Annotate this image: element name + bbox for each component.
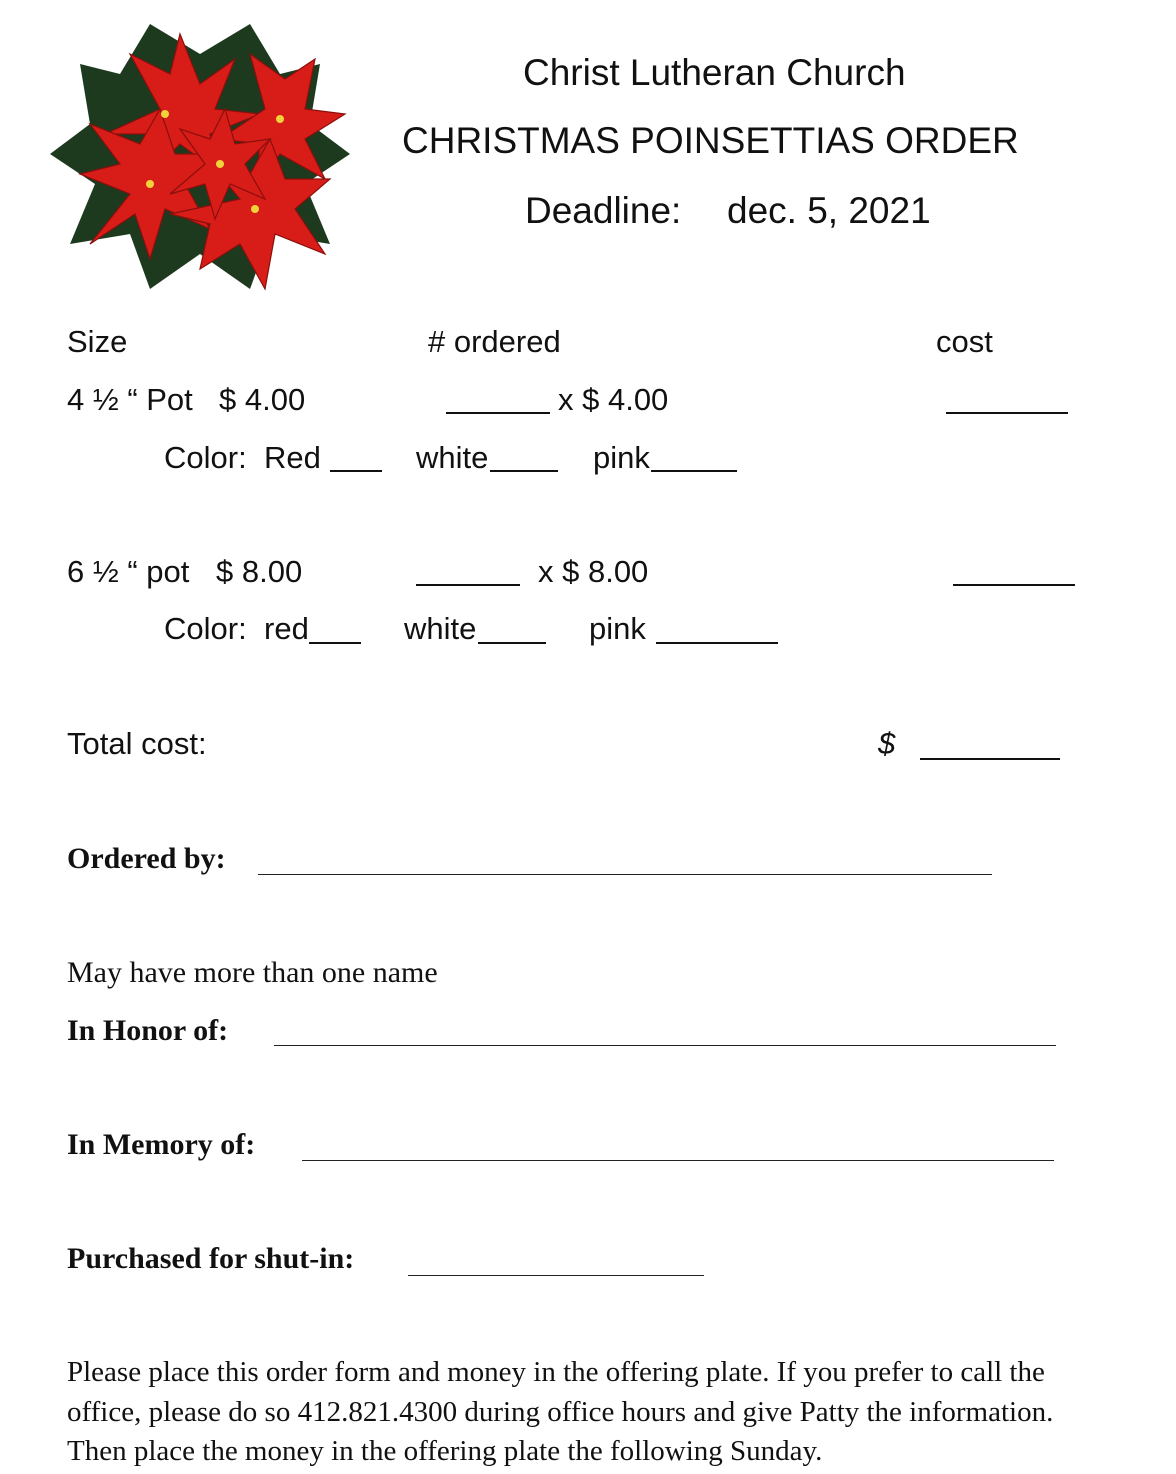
total-currency: $ <box>878 726 896 761</box>
item-size: 4 ½ “ Pot <box>67 382 193 417</box>
ordered-by-field[interactable] <box>258 874 992 875</box>
color-red-field[interactable] <box>330 470 382 472</box>
item-multiplier: x $ 8.00 <box>538 554 649 589</box>
instructions-line-3: Then place the money in the offering plate the following Sunday. <box>67 1435 823 1467</box>
color-option-pink: pink <box>593 440 650 475</box>
in-memory-field[interactable] <box>302 1160 1054 1161</box>
cost-field[interactable] <box>946 412 1068 414</box>
color-option-white: white <box>416 440 489 475</box>
color-white-field[interactable] <box>478 642 546 644</box>
deadline-label: Deadline: <box>525 190 682 231</box>
item-multiplier: x $ 4.00 <box>558 382 669 417</box>
color-option-pink: pink <box>589 611 646 646</box>
color-option-red: red <box>264 611 309 646</box>
poinsettia-image <box>50 14 350 299</box>
item-price: $ 4.00 <box>219 382 306 417</box>
item-size: 6 ½ “ pot <box>67 554 190 589</box>
column-ordered: # ordered <box>428 324 561 359</box>
cost-field[interactable] <box>953 584 1075 586</box>
color-label: Color: <box>164 440 247 475</box>
quantity-field[interactable] <box>416 584 520 586</box>
shut-in-label: Purchased for shut-in: <box>67 1242 355 1275</box>
multiple-names-note: May have more than one name <box>67 956 438 989</box>
color-option-white: white <box>404 611 477 646</box>
color-option-red: Red <box>264 440 321 475</box>
deadline-date: dec. 5, 2021 <box>727 190 931 231</box>
color-red-field[interactable] <box>309 642 361 644</box>
color-pink-field[interactable] <box>651 470 737 472</box>
in-honor-field[interactable] <box>274 1045 1056 1046</box>
shut-in-field[interactable] <box>408 1275 704 1276</box>
in-memory-label: In Memory of: <box>67 1128 256 1161</box>
instructions-line-2: office, please do so 412.821.4300 during office hours and give Patty the information. <box>67 1396 1054 1428</box>
form-title: CHRISTMAS POINSETTIAS ORDER <box>402 120 1019 161</box>
color-white-field[interactable] <box>490 470 558 472</box>
column-cost: cost <box>936 324 993 359</box>
total-cost-field[interactable] <box>920 758 1060 760</box>
color-label: Color: <box>164 611 247 646</box>
total-cost-label: Total cost: <box>67 726 207 761</box>
ordered-by-label: Ordered by: <box>67 842 226 875</box>
color-pink-field[interactable] <box>656 642 778 644</box>
quantity-field[interactable] <box>446 412 550 414</box>
item-price: $ 8.00 <box>216 554 303 589</box>
in-honor-label: In Honor of: <box>67 1014 229 1047</box>
church-name: Christ Lutheran Church <box>523 52 906 93</box>
column-size: Size <box>67 324 128 359</box>
instructions-line-1: Please place this order form and money in the offering plate. If you prefer to call the <box>67 1356 1045 1388</box>
